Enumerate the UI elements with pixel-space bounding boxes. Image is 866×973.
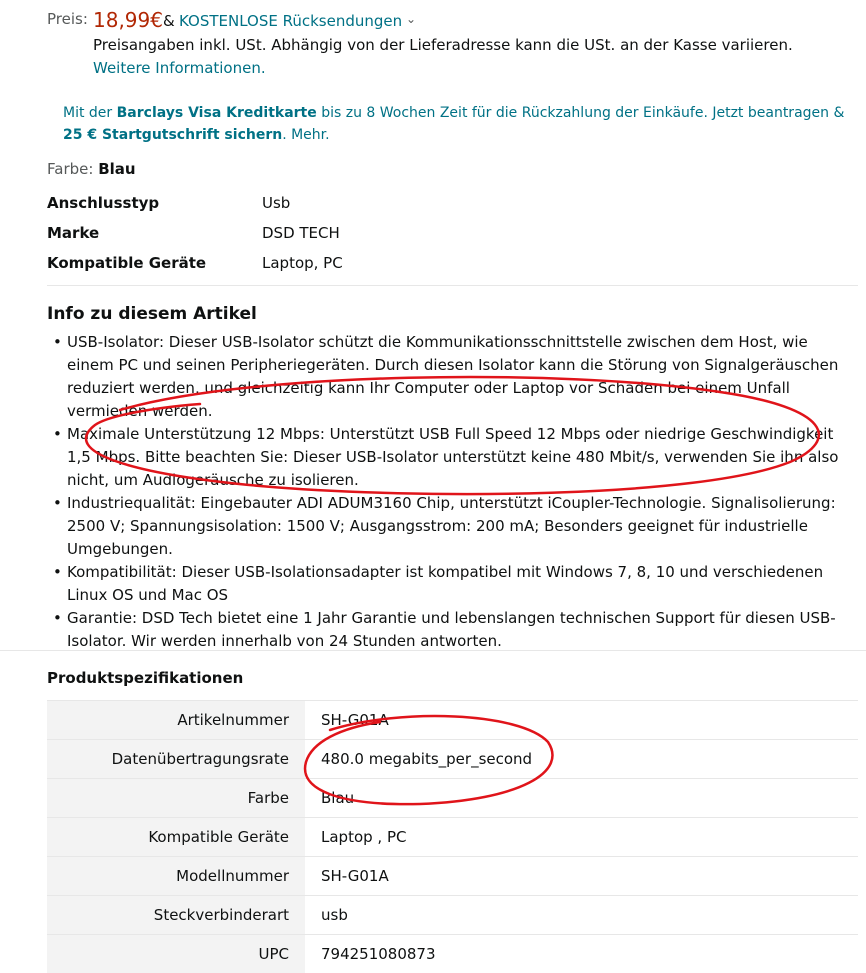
spec-value: 794251080873 bbox=[305, 935, 858, 973]
color-value: Blau bbox=[98, 160, 135, 178]
attr-label-compatible: Kompatible Geräte bbox=[47, 254, 206, 272]
spec-key: Steckverbinderart bbox=[47, 896, 305, 935]
promo-bonus: 25 € Startgutschrift sichern bbox=[63, 127, 282, 143]
attr-label-connection: Anschlusstyp bbox=[47, 194, 159, 212]
spec-key: Kompatible Geräte bbox=[47, 818, 305, 857]
spec-value: Laptop , PC bbox=[305, 818, 858, 857]
specs-title: Produktspezifikationen bbox=[47, 669, 243, 687]
bullet-item: • Kompatibilität: Dieser USB-Isolationsadapter ist kompatibel mit Windows 7, 8, 10 und verschiedenen Linux OS und Mac OS bbox=[47, 561, 847, 607]
color-label: Farbe: bbox=[47, 160, 93, 178]
price-value: 18,99€ bbox=[93, 8, 163, 32]
about-title: Info zu diesem Artikel bbox=[47, 304, 257, 324]
promo-card-name: Barclays Visa Kreditkarte bbox=[117, 105, 317, 121]
tax-note-text: Preisangaben inkl. USt. Abhängig von der Lieferadresse kann die USt. an der Kasse variieren. bbox=[93, 36, 793, 54]
spec-key: Modellnummer bbox=[47, 857, 305, 896]
spec-key: Datenübertragungsrate bbox=[47, 740, 305, 779]
spec-key: Artikelnummer bbox=[47, 701, 305, 740]
attr-label-brand: Marke bbox=[47, 224, 99, 242]
bullet-item: • Industriequalität: Eingebauter ADI ADUM3160 Chip, unterstützt iCoupler-Technologie. Signalisolierung: 2500 V; Spannungsisolation: 1500 V; Ausgangsstrom: 200 mA; Besonders geeignet für industrielle Umgebungen. bbox=[47, 492, 847, 561]
attr-value-connection: Usb bbox=[262, 194, 290, 212]
bullet-item: • Garantie: DSD Tech bietet eine 1 Jahr Garantie und lebenslangen technischen Support für diesen USB-Isolator. Wir werden innerhalb von 24 Stunden antworten. bbox=[47, 607, 847, 653]
spec-value: usb bbox=[305, 896, 858, 935]
promo-text-3: . Mehr. bbox=[282, 127, 329, 143]
spec-value: SH-G01A bbox=[305, 857, 858, 896]
bullet-item: • USB-Isolator: Dieser USB-Isolator schützt die Kommunikationsschnittstelle zwischen dem Host, wie einem PC und seinen Peripheriegeräten. Durch diesen Isolator kann die Störung von Signalgeräuschen reduziert werden, und gleichzeitig kann Ihr Computer oder Laptop vor Schäden bei einem Unfall vermieden werden. bbox=[47, 331, 847, 423]
chevron-down-icon[interactable]: ⌄ bbox=[406, 12, 416, 26]
spec-value: 480.0 megabits_per_second bbox=[305, 740, 858, 779]
annotation-ellipse-bullet bbox=[86, 377, 819, 494]
spec-value: SH-G01A bbox=[305, 701, 858, 740]
promo-text-1: Mit der bbox=[63, 105, 117, 121]
price-label: Preis: bbox=[47, 10, 88, 28]
spec-key: Farbe bbox=[47, 779, 305, 818]
free-returns-link[interactable]: KOSTENLOSE Rücksendungen bbox=[179, 12, 402, 30]
attr-value-compatible: Laptop, PC bbox=[262, 254, 343, 272]
promo-text-2: bis zu 8 Wochen Zeit für die Rückzahlung der Einkäufe. Jetzt beantragen & bbox=[317, 105, 845, 121]
spec-key: UPC bbox=[47, 935, 305, 973]
bullet-item: • Maximale Unterstützung 12 Mbps: Unterstützt USB Full Speed 12 Mbps oder niedrige Geschwindigkeit 1,5 Mbps. Bitte beachten Sie: Dieser USB-Isolator unterstützt keine 480 Mbit/s, verwenden Sie ihn also nicht, um Audiogeräusche zu isolieren. bbox=[47, 423, 847, 492]
attr-value-brand: DSD TECH bbox=[262, 224, 340, 242]
price-ampersand: & bbox=[163, 12, 175, 30]
spec-value: Blau bbox=[305, 779, 858, 818]
more-info-link[interactable]: Weitere Informationen. bbox=[93, 59, 266, 77]
annotation-ellipse-spec bbox=[305, 716, 552, 804]
